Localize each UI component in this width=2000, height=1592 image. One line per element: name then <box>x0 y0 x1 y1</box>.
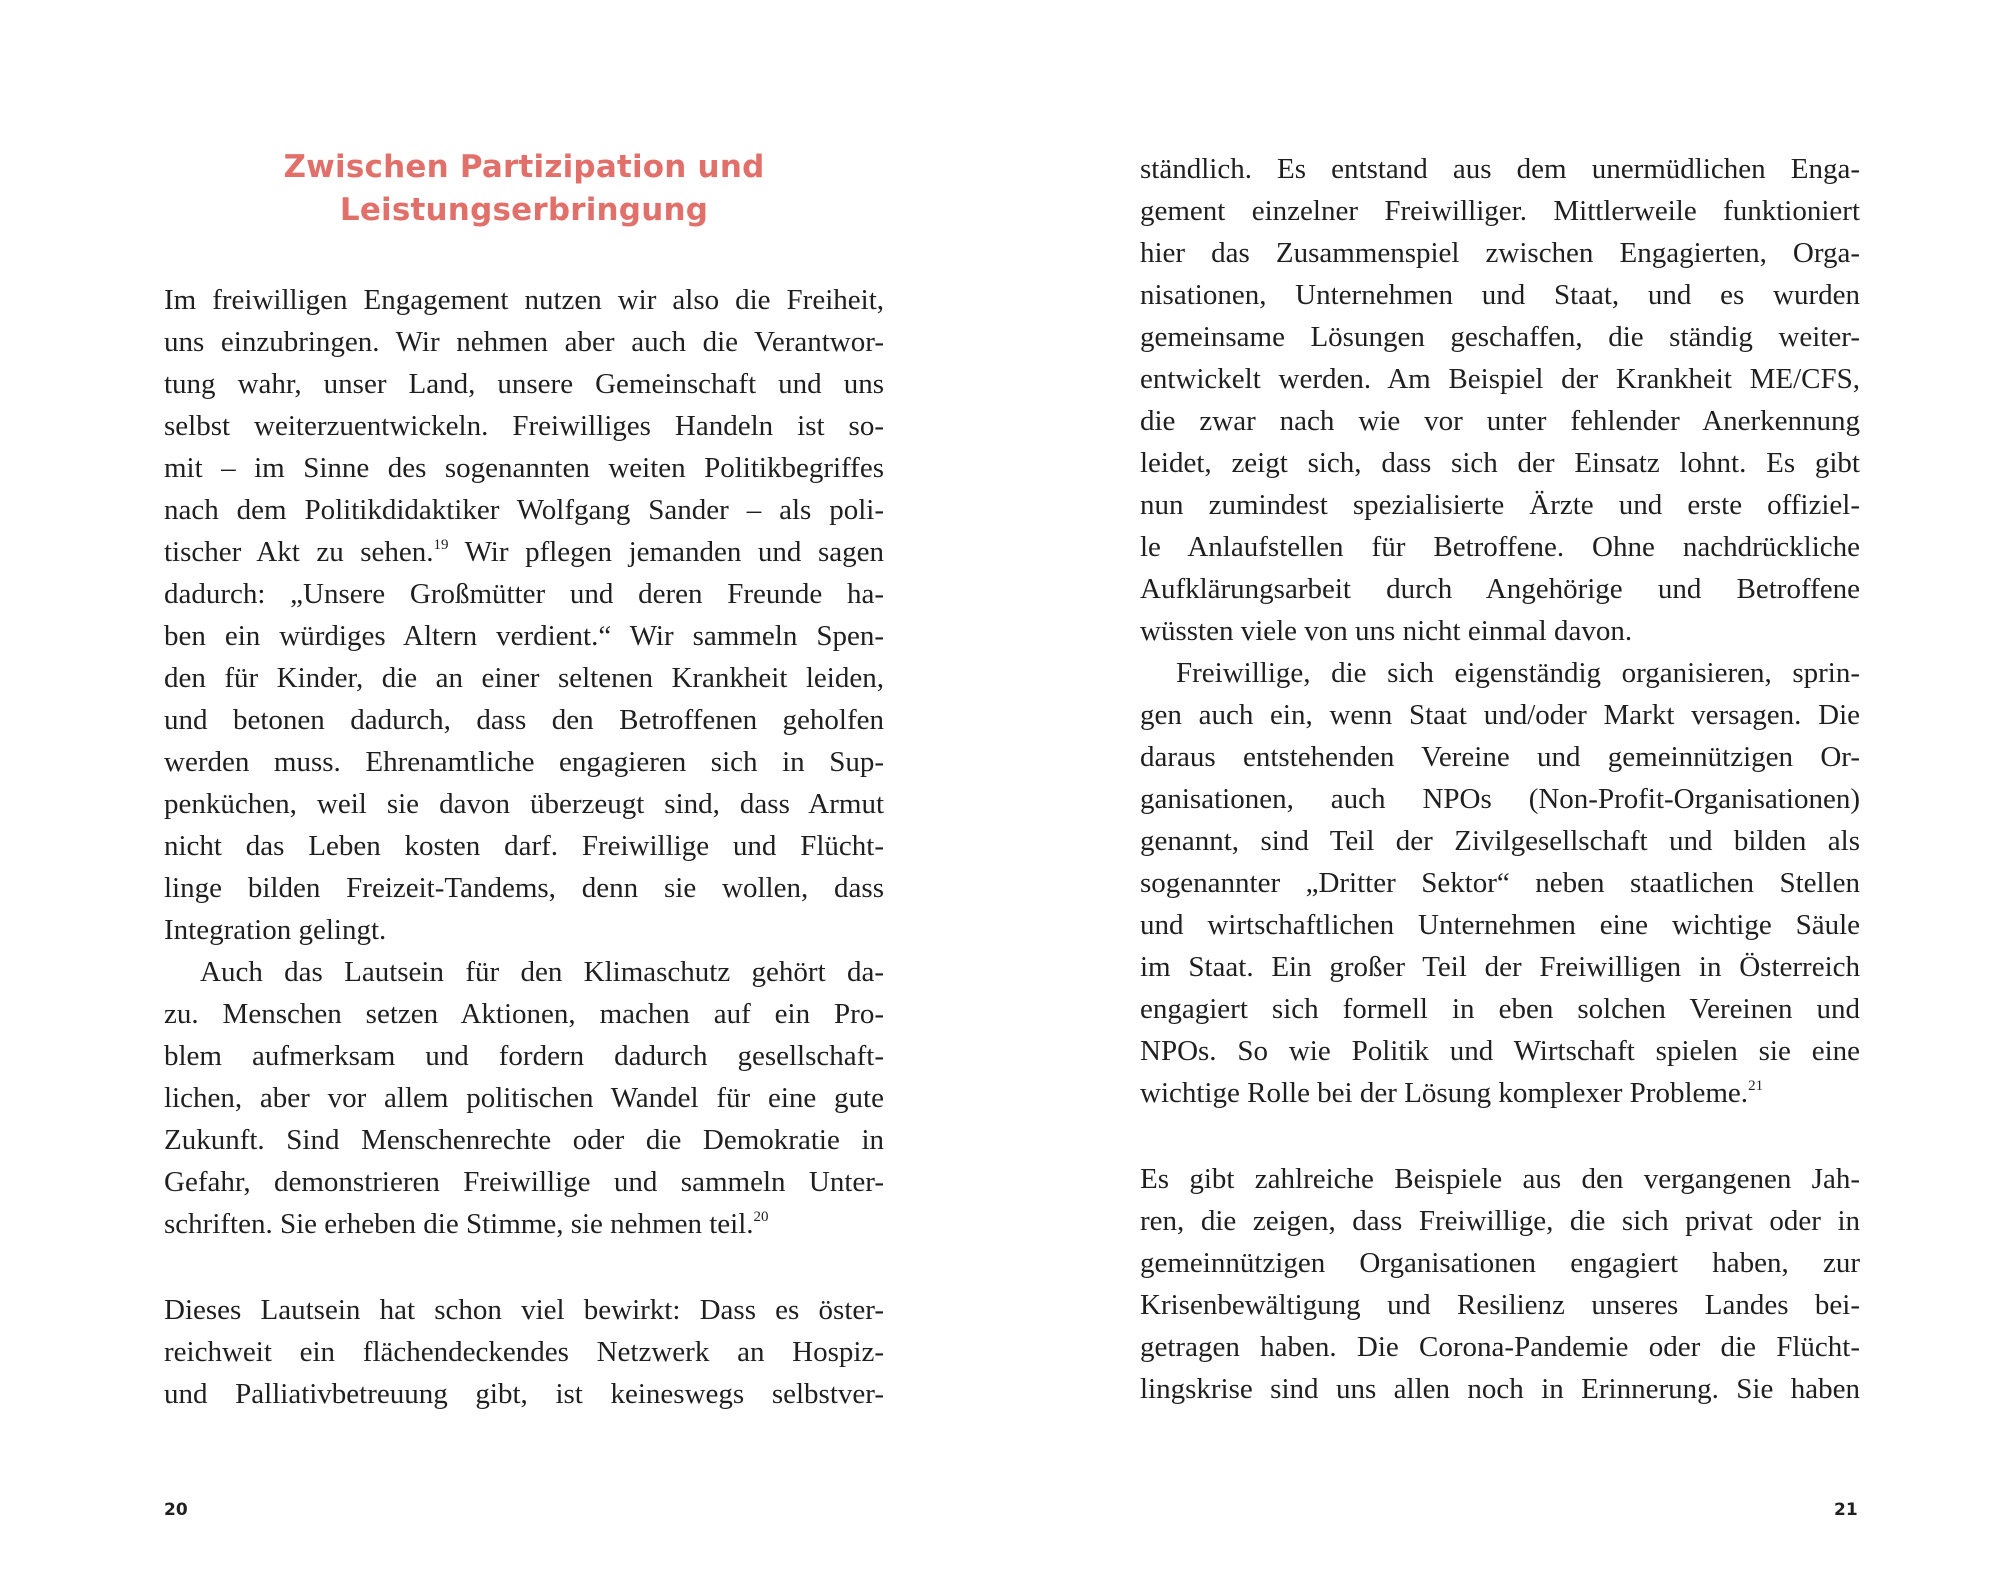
right-paragraph-1 <box>1140 148 1860 1114</box>
text-line: nun zumindest spezialisierte Ärzte und erste offiziel- <box>1140 489 1860 521</box>
text-line: Dieses Lautsein hat schon viel bewirkt: Dass es öster- <box>164 1294 884 1326</box>
text-line: Freiwillige, die sich eigenständig organisieren, sprin- <box>1176 657 1860 689</box>
text-line: uns einzubringen. Wir nehmen aber auch die Verantwor- <box>164 326 884 358</box>
text-line: daraus entstehenden Vereine und gemeinnützigen Or- <box>1140 741 1860 773</box>
text-line: und wirtschaftlichen Unternehmen eine wichtige Säule <box>1140 909 1860 941</box>
text-line: penküchen, weil sie davon überzeugt sind, dass Armut <box>164 788 884 820</box>
text-line: entwickelt werden. Am Beispiel der Krankheit ME/CFS, <box>1140 363 1860 395</box>
left-paragraph-3 <box>164 1289 884 1415</box>
text-line: die zwar nach wie vor unter fehlender Anerkennung <box>1140 405 1860 437</box>
text-line: linge bilden Freizeit-Tandems, denn sie wollen, dass <box>164 872 884 904</box>
text-line: blem aufmerksam und fordern dadurch gesellschaft- <box>164 1040 884 1072</box>
text-fragment: schriften. Sie erheben die Stimme, sie nehmen teil. <box>164 1208 754 1240</box>
text-line: Es gibt zahlreiche Beispiele aus den vergangenen Jah- <box>1140 1163 1860 1195</box>
footnote-ref-20: 20 <box>753 1209 769 1225</box>
text-line-with-footnote <box>1140 1072 1860 1114</box>
text-line: wüssten viele von uns nicht einmal davon. <box>1140 615 1633 647</box>
text-line: selbst weiterzuentwickeln. Freiwilliges Handeln ist so- <box>164 410 884 442</box>
text-fragment: tischer Akt zu sehen. <box>164 536 434 568</box>
left-paragraph-1 <box>164 279 884 1245</box>
text-line: Aufklärungsarbeit durch Angehörige und Betroffene <box>1140 573 1860 605</box>
page-number: 20 <box>164 1500 188 1520</box>
text-line: NPOs. So wie Politik und Wirtschaft spielen sie eine <box>1140 1035 1860 1067</box>
text-line: dadurch: „Unsere Großmütter und deren Freunde ha- <box>164 578 884 610</box>
text-line: ständlich. Es entstand aus dem unermüdlichen Enga- <box>1140 153 1860 185</box>
text-line: lichen, aber vor allem politischen Wandel für eine gute <box>164 1082 884 1114</box>
text-line: den für Kinder, die an einer seltenen Krankheit leiden, <box>164 662 884 694</box>
text-line: gemeinnützigen Organisationen engagiert haben, zur <box>1140 1247 1860 1279</box>
text-line: Gefahr, demonstrieren Freiwillige und sammeln Unter- <box>164 1166 884 1198</box>
section-heading <box>164 146 884 232</box>
text-line: reichweit ein flächendeckendes Netzwerk an Hospiz- <box>164 1336 884 1368</box>
right-paragraph-3 <box>1140 1158 1860 1410</box>
footnote-ref-21: 21 <box>1748 1078 1764 1094</box>
text-line: Zukunft. Sind Menschenrechte oder die Demokratie in <box>164 1124 884 1156</box>
text-line: werden muss. Ehrenamtliche engagieren sich in Sup- <box>164 746 884 778</box>
text-line: und betonen dadurch, dass den Betroffenen geholfen <box>164 704 884 736</box>
text-line: genannt, sind Teil der Zivilgesellschaft und bilden als <box>1140 825 1860 857</box>
text-line: gen auch ein, wenn Staat und/oder Markt versagen. Die <box>1140 699 1860 731</box>
page-number: 21 <box>1834 1500 1858 1520</box>
text-line: gement einzelner Freiwilliger. Mittlerweile funktioniert <box>1140 195 1860 227</box>
text-line: und Palliativbetreuung gibt, ist keineswegs selbstver- <box>164 1378 884 1410</box>
text-line: Im freiwilligen Engagement nutzen wir also die Freiheit, <box>164 284 884 316</box>
text-line: nicht das Leben kosten darf. Freiwillige und Flücht- <box>164 830 884 862</box>
text-line: Krisenbewältigung und Resilienz unseres Landes bei- <box>1140 1289 1860 1321</box>
text-line: sogenannter „Dritter Sektor“ neben staatlichen Stellen <box>1140 867 1860 899</box>
text-line: hier das Zusammenspiel zwischen Engagierten, Orga- <box>1140 237 1860 269</box>
text-line-with-footnote <box>164 1203 884 1245</box>
text-line: ren, die zeigen, dass Freiwillige, die sich privat oder in <box>1140 1205 1860 1237</box>
text-line: ganisationen, auch NPOs (Non-Profit-Organisationen) <box>1140 783 1860 815</box>
text-line: le Anlaufstellen für Betroffene. Ohne nachdrückliche <box>1140 531 1860 563</box>
text-line: nach dem Politikdidaktiker Wolfgang Sander – als poli- <box>164 494 884 526</box>
text-line: zu. Menschen setzen Aktionen, machen auf ein Pro- <box>164 998 884 1030</box>
footnote-ref-19: 19 <box>433 537 449 553</box>
text-line: gemeinsame Lösungen geschaffen, die ständig weiter- <box>1140 321 1860 353</box>
text-line: mit – im Sinne des sogenannten weiten Politikbegriffes <box>164 452 884 484</box>
text-line-with-footnote <box>164 531 884 573</box>
text-line: Integration gelingt. <box>164 914 387 946</box>
right-page <box>1000 0 2000 1592</box>
text-line: Auch das Lautsein für den Klimaschutz gehört da- <box>200 956 884 988</box>
text-line: ben ein würdiges Altern verdient.“ Wir sammeln Spen- <box>164 620 884 652</box>
text-line: tung wahr, unser Land, unsere Gemeinschaft und uns <box>164 368 884 400</box>
section-heading-line-1: Zwischen Partizipation und <box>283 149 765 185</box>
text-fragment: Wir pflegen jemanden und sagen <box>448 536 884 568</box>
text-line: lingskrise sind uns allen noch in Erinnerung. Sie haben <box>1140 1373 1860 1405</box>
text-fragment: wichtige Rolle bei der Lösung komplexer Probleme. <box>1140 1077 1749 1109</box>
text-line: nisationen, Unternehmen und Staat, und es wurden <box>1140 279 1860 311</box>
text-line: im Staat. Ein großer Teil der Freiwilligen in Österreich <box>1140 951 1860 983</box>
text-line: engagiert sich formell in eben solchen Vereinen und <box>1140 993 1860 1025</box>
section-heading-line-2: Leistungserbringung <box>339 192 709 228</box>
text-line: leidet, zeigt sich, dass sich der Einsatz lohnt. Es gibt <box>1140 447 1860 479</box>
text-line: getragen haben. Die Corona-Pandemie oder die Flücht- <box>1140 1331 1860 1363</box>
